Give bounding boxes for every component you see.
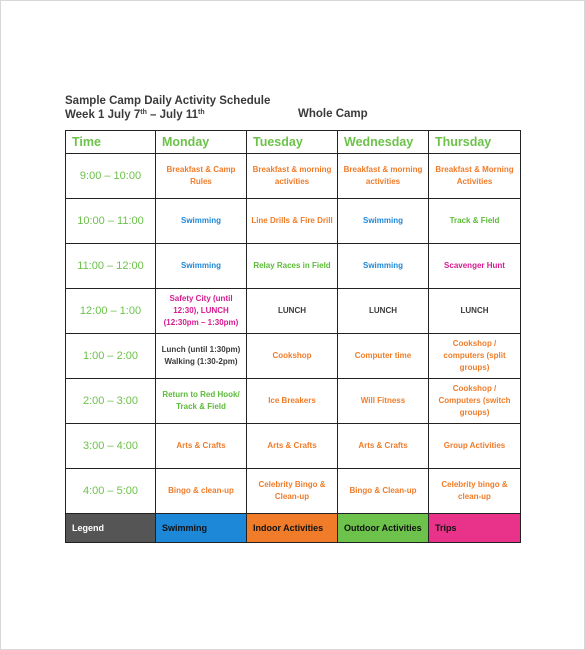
activity-cell: Cookshop / Computers (switch groups) xyxy=(429,379,521,424)
activity-cell: Bingo & clean-up xyxy=(156,469,247,514)
week-end: – July 11 xyxy=(146,109,198,121)
week-range xyxy=(65,108,270,122)
activity-cell: Will Fitness xyxy=(338,379,429,424)
header-thursday: Thursday xyxy=(429,131,521,154)
legend-outdoor-activities: Outdoor Activities xyxy=(338,514,429,543)
activity-cell: Scavenger Hunt xyxy=(429,244,521,289)
activity-cell: Safety City (until 12:30), LUNCH (12:30pm – 1:30pm) xyxy=(156,289,247,334)
document-subtitle: Whole Camp xyxy=(298,108,368,120)
header-time: Time xyxy=(66,131,156,154)
activity-cell: Cookshop / computers (split groups) xyxy=(429,334,521,379)
activity-cell: Swimming xyxy=(156,199,247,244)
activity-cell: Return to Red Hook/ Track & Field xyxy=(156,379,247,424)
table-row xyxy=(66,334,521,379)
activity-cell: Computer time xyxy=(338,334,429,379)
table-row xyxy=(66,244,521,289)
activity-cell: Bingo & Clean-up xyxy=(338,469,429,514)
header-wednesday: Wednesday xyxy=(338,131,429,154)
table-row xyxy=(66,289,521,334)
activity-cell: Swimming xyxy=(338,199,429,244)
header-tuesday: Tuesday xyxy=(247,131,338,154)
time-cell: 9:00 – 10:00 xyxy=(66,154,156,199)
legend-row xyxy=(66,514,521,543)
activity-cell: Swimming xyxy=(156,244,247,289)
time-cell: 4:00 – 5:00 xyxy=(66,469,156,514)
activity-cell: Relay Races in Field xyxy=(247,244,338,289)
table-row xyxy=(66,469,521,514)
activity-cell: Arts & Crafts xyxy=(247,424,338,469)
legend-indoor-activities: Indoor Activities xyxy=(247,514,338,543)
activity-cell: Breakfast & morning activities xyxy=(338,154,429,199)
legend-swimming: Swimming xyxy=(156,514,247,543)
activity-cell: Track & Field xyxy=(429,199,521,244)
activity-cell: Line Drills & Fire Drill xyxy=(247,199,338,244)
activity-cell: LUNCH xyxy=(338,289,429,334)
activity-cell: Celebrity Bingo & Clean-up xyxy=(247,469,338,514)
table-row xyxy=(66,379,521,424)
activity-cell: LUNCH xyxy=(429,289,521,334)
time-cell: 11:00 – 12:00 xyxy=(66,244,156,289)
schedule-table xyxy=(65,130,521,543)
activity-cell: Lunch (until 1:30pm) Walking (1:30-2pm) xyxy=(156,334,247,379)
activity-cell: Celebrity bingo & clean-up xyxy=(429,469,521,514)
activity-cell: Group Activities xyxy=(429,424,521,469)
time-cell: 10:00 – 11:00 xyxy=(66,199,156,244)
time-cell: 2:00 – 3:00 xyxy=(66,379,156,424)
header-monday: Monday xyxy=(156,131,247,154)
document-title: Sample Camp Daily Activity Schedule xyxy=(65,95,271,107)
document-heading xyxy=(65,94,270,122)
week-end-suffix: th xyxy=(198,109,205,116)
table-row xyxy=(66,424,521,469)
week-start-suffix: th xyxy=(140,109,147,116)
week-start: Week 1 July 7 xyxy=(65,109,141,121)
time-cell: 1:00 – 2:00 xyxy=(66,334,156,379)
legend-trips: Trips xyxy=(429,514,521,543)
table-row xyxy=(66,199,521,244)
activity-cell: Swimming xyxy=(338,244,429,289)
time-cell: 12:00 – 1:00 xyxy=(66,289,156,334)
activity-cell: Arts & Crafts xyxy=(156,424,247,469)
activity-cell: Ice Breakers xyxy=(247,379,338,424)
activity-cell: LUNCH xyxy=(247,289,338,334)
activity-cell: Breakfast & Camp Rules xyxy=(156,154,247,199)
header-row xyxy=(66,131,521,154)
activity-cell: Cookshop xyxy=(247,334,338,379)
legend-label: Legend xyxy=(66,514,156,543)
time-cell: 3:00 – 4:00 xyxy=(66,424,156,469)
table-row xyxy=(66,154,521,199)
activity-cell: Breakfast & Morning Activities xyxy=(429,154,521,199)
activity-cell: Breakfast & morning activities xyxy=(247,154,338,199)
activity-cell: Arts & Crafts xyxy=(338,424,429,469)
